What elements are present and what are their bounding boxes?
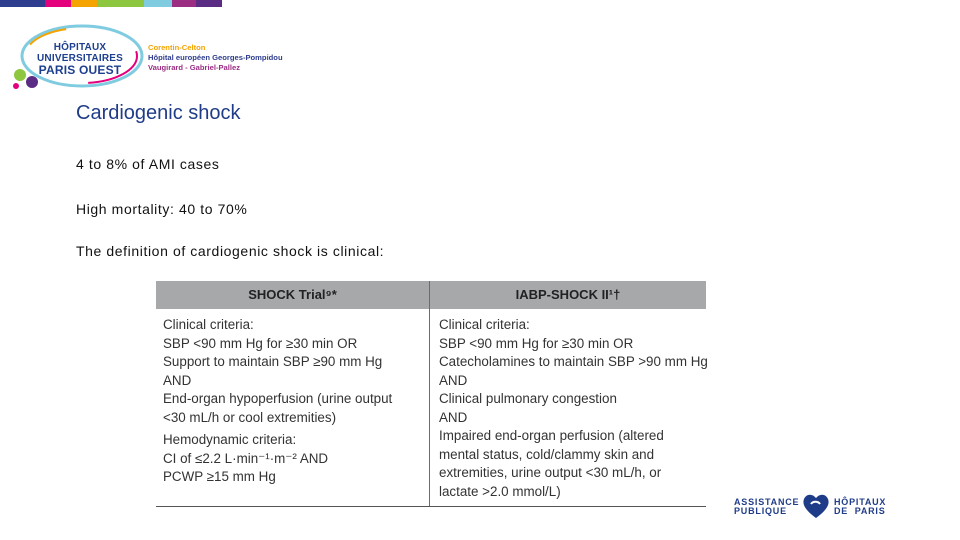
slide-title: Cardiogenic shock [76, 102, 241, 124]
cell-line: Clinical pulmonary congestion [439, 391, 617, 406]
aphp-right-2: DE PARIS [834, 506, 886, 516]
aphp-left-1: ASSISTANCE [734, 497, 800, 507]
heart-emblem-icon [801, 492, 831, 520]
cell-line: PCWP ≥15 mm Hg [163, 469, 276, 484]
strip-segment [71, 0, 97, 7]
cell-line: AND [439, 372, 468, 388]
aphp-right-1: HÔPITAUX [834, 497, 887, 507]
cell-line: Catecholamines to maintain SBP >90 mm Hg [439, 354, 708, 369]
top-color-strip [0, 0, 222, 7]
strip-segment [144, 0, 172, 7]
bullet-3: The definition of cardiogenic shock is clinical: [76, 243, 385, 259]
cell-line: AND [163, 372, 192, 388]
cell-line: Clinical criteria: [439, 317, 530, 332]
cell-line: extremities, urine output <30 mL/h, or [439, 465, 662, 480]
cell-line: Impaired end-organ perfusion (altered [439, 428, 664, 443]
header-shock-trial: SHOCK Trial⁹* [248, 287, 337, 302]
criteria-table [156, 281, 706, 507]
strip-segment [0, 0, 45, 7]
hupo-logo [10, 20, 300, 92]
cell-line: lactate >2.0 mmol/L) [439, 483, 561, 499]
logo-line-3: PARIS OUEST [38, 63, 122, 77]
cell-line: End-organ hypoperfusion (urine output [163, 391, 393, 406]
column-divider [429, 281, 430, 506]
strip-segment [172, 0, 196, 7]
aphp-logo [734, 492, 904, 520]
bullet-2: High mortality: 40 to 70% [76, 201, 248, 217]
cell-line: Clinical criteria: [163, 317, 254, 332]
cell-line: <30 mL/h or cool extremities) [163, 409, 337, 425]
strip-segment [97, 0, 144, 7]
cell-line: Support to maintain SBP ≥90 mm Hg [163, 354, 383, 369]
logo-sub-3: Vaugirard - Gabriel-Pallez [148, 63, 240, 72]
logo-line-2: UNIVERSITAIRES [37, 53, 123, 64]
cell-iabp-shock [439, 316, 708, 501]
header-iabp-shock: IABP-SHOCK II¹† [515, 287, 621, 302]
cell-line: SBP <90 mm Hg for ≥30 min OR [163, 335, 358, 351]
strip-segment [196, 0, 222, 7]
cell-line: CI of ≤2.2 L·min⁻¹·m⁻² AND [163, 450, 329, 466]
logo-sub-1: Corentin-Celton [148, 43, 206, 52]
logo-sub-2: Hôpital européen Georges-Pompidou [148, 53, 283, 62]
bullet-1: 4 to 8% of AMI cases [76, 156, 220, 172]
cell-line: Hemodynamic criteria: [163, 432, 297, 447]
cell-line: AND [439, 409, 468, 425]
aphp-left-2: PUBLIQUE [734, 506, 787, 516]
cell-line: mental status, cold/clammy skin and [439, 446, 655, 462]
strip-segment [45, 0, 71, 7]
cell-shock-trial [163, 316, 392, 487]
cell-line: SBP <90 mm Hg for ≥30 min OR [439, 335, 634, 351]
logo-line-1: HÔPITAUX [53, 42, 107, 53]
